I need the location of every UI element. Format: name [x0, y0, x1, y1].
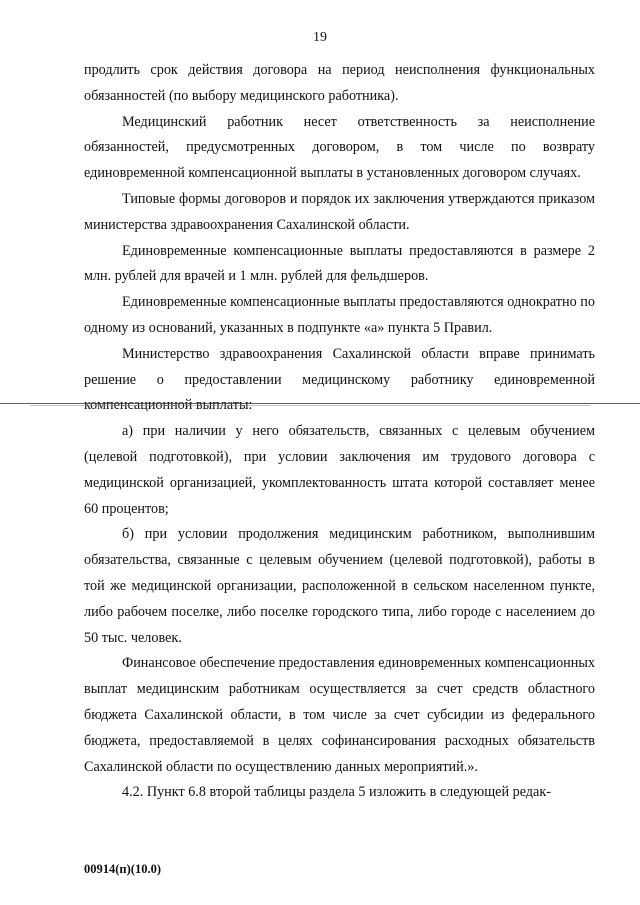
- document-body: [84, 58, 595, 806]
- page-number: 19: [313, 30, 327, 45]
- paragraph-amendment-4-2: 4.2. Пункт 6.8 второй таблицы раздела 5 изложить в следующей редак-: [122, 784, 551, 801]
- scan-artifact-line-faint: [30, 405, 590, 406]
- list-item-b: б) при условии продолжения медицинским работником, выполнившим обязательства, связанные с целевым обучением (целевой подготовкой), работы в той же медицинской организации, расположенной в сельском населенном пункте, либо рабочем поселке, либо поселке городского типа, либо городе с населением до 50 тыс. человек.: [84, 526, 595, 646]
- paragraph-continuation: продлить срок действия договора на период неисполнения функциональных обязанностей (по выбору медицинского работника).: [84, 62, 595, 104]
- paragraph-payment-amount: Единовременные компенсационные выплаты предоставляются в размере 2 млн. рублей для врачей и 1 млн. рублей для фельдшеров.: [84, 242, 595, 285]
- paragraph-ministry-decision: Министерство здравоохранения Сахалинской области вправе принимать решение о предоставлении медицинскому работнику единовременной: [84, 345, 595, 388]
- list-item-a: а) при наличии у него обязательств, связанных с целевым обучением (целевой подготовкой), при условии заключения им трудового договора с медицинской организацией, укомплектованность штата которой составляет менее 60 процентов;: [84, 423, 595, 517]
- document-code: 00914(п)(10.0): [84, 862, 161, 876]
- scan-artifact-line: [0, 403, 640, 404]
- paragraph-financing: Финансовое обеспечение предоставления единовременных компенсационных выплат медицинским работникам осуществляется за счет средств областного бюджета Сахалинской области, в том числе за счет субсидии из федерального бюджета, предоставляемой в целях софинансирования расходных обязательств Сахалинской области по осуществлению данных мероприятий.».: [84, 655, 595, 775]
- paragraph-contract-forms: Типовые формы договоров и порядок их заключения утверждаются приказом министерства здравоохранения Сахалинской области.: [84, 190, 595, 233]
- paragraph-one-time-basis: Единовременные компенсационные выплаты предоставляются однократно по одному из оснований, указанных в подпункте «а» пункта 5 Правил.: [84, 294, 595, 336]
- paragraph-responsibility: Медицинский работник несет ответственность за неисполнение обязанностей, предусмотренных договором, в том числе по возврату единовременной компенсационной выплаты в установленных договором случаях.: [84, 113, 595, 182]
